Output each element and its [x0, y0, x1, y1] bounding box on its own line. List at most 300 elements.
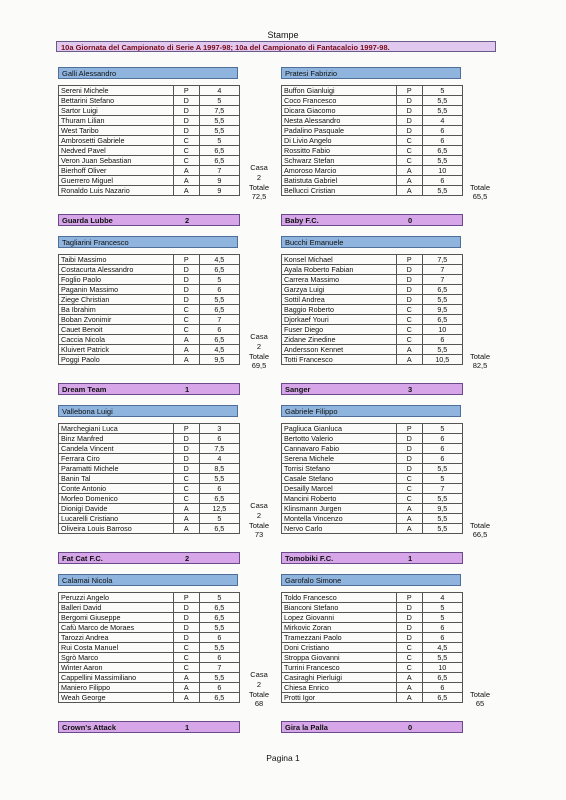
- player-score: 5,5: [199, 295, 239, 305]
- player-name: Conte Antonio: [59, 484, 174, 494]
- summary-line: Totale: [248, 351, 269, 361]
- player-score: 6,5: [199, 156, 239, 166]
- team-result-bar: [58, 721, 240, 733]
- player-row: [282, 335, 463, 345]
- player-role: A: [396, 345, 422, 355]
- player-score: 7: [422, 265, 462, 275]
- player-score: 5: [199, 136, 239, 146]
- player-role: C: [396, 484, 422, 494]
- player-row: [59, 166, 240, 176]
- player-score: 8,5: [199, 464, 239, 474]
- goals-scored: 1: [408, 554, 413, 563]
- player-role: C: [173, 305, 199, 315]
- player-score: 5,5: [422, 514, 462, 524]
- player-name: Balleri David: [59, 603, 174, 613]
- player-name: Ba Ibrahim: [59, 305, 174, 315]
- player-row: [59, 603, 240, 613]
- player-name: Ferrara Ciro: [59, 454, 174, 464]
- player-row: [59, 494, 240, 504]
- player-score: 5: [199, 514, 239, 524]
- summary-line: [460, 511, 500, 521]
- player-role: D: [173, 106, 199, 116]
- player-score: 7: [422, 275, 462, 285]
- team-owner-header: Bucchi Emanuele: [281, 236, 461, 248]
- team-owner-header: Garofalo Simone: [281, 574, 461, 586]
- player-name: Ronaldo Luis Nazario: [59, 186, 174, 196]
- player-role: D: [173, 126, 199, 136]
- player-role: C: [396, 325, 422, 335]
- player-name: Maniero Filippo: [59, 683, 174, 693]
- summary-line: Totale: [469, 520, 490, 530]
- player-role: C: [173, 474, 199, 484]
- player-role: P: [396, 424, 422, 434]
- player-role: A: [173, 524, 199, 534]
- summary-line: [460, 173, 500, 183]
- team-result-bar: [58, 383, 240, 395]
- player-name: Ayala Roberto Fabian: [282, 265, 397, 275]
- summary-line: [460, 163, 500, 173]
- player-name: Batistuta Gabriel: [282, 176, 397, 186]
- goals-scored: 3: [408, 385, 413, 394]
- summary-line: 65: [475, 699, 485, 709]
- player-name: Stroppa Giovanni: [282, 653, 397, 663]
- player-score: 9,5: [422, 504, 462, 514]
- player-score: 9,5: [422, 305, 462, 315]
- player-name: Bianconi Stefano: [282, 603, 397, 613]
- player-row: [59, 524, 240, 534]
- player-row: [59, 355, 240, 365]
- player-role: C: [173, 663, 199, 673]
- player-row: [282, 613, 463, 623]
- player-name: Boban Zvonimir: [59, 315, 174, 325]
- player-role: C: [173, 484, 199, 494]
- player-row: [282, 106, 463, 116]
- player-role: C: [173, 156, 199, 166]
- player-name: Dicara Giacomo: [282, 106, 397, 116]
- player-score: 6,5: [199, 494, 239, 504]
- player-score: 6,5: [199, 613, 239, 623]
- player-name: Montella Vincenzo: [282, 514, 397, 524]
- player-score: 4,5: [199, 255, 239, 265]
- roster-table: [58, 254, 240, 365]
- player-row: [282, 275, 463, 285]
- player-role: D: [396, 454, 422, 464]
- player-name: Cappellini Massimiliano: [59, 673, 174, 683]
- player-name: Sgrò Marco: [59, 653, 174, 663]
- player-row: [282, 504, 463, 514]
- club-name: Sanger: [285, 385, 311, 394]
- player-row: [59, 623, 240, 633]
- player-name: Konsel Michael: [282, 255, 397, 265]
- player-name: Tramezzani Paolo: [282, 633, 397, 643]
- goals-scored: 2: [185, 216, 190, 225]
- player-role: C: [173, 146, 199, 156]
- player-role: D: [173, 633, 199, 643]
- player-name: Torrisi Stefano: [282, 464, 397, 474]
- player-role: A: [173, 355, 199, 365]
- summary-line: Totale: [248, 520, 269, 530]
- summary-line: [460, 332, 500, 342]
- player-role: A: [173, 166, 199, 176]
- player-role: C: [173, 325, 199, 335]
- player-score: 4: [199, 454, 239, 464]
- player-role: D: [173, 464, 199, 474]
- summary-line: 68: [254, 699, 264, 709]
- player-score: 6: [199, 434, 239, 444]
- player-role: D: [173, 285, 199, 295]
- player-score: 5: [422, 424, 462, 434]
- player-score: 5: [199, 593, 239, 603]
- player-row: [59, 683, 240, 693]
- team-summary: [239, 501, 279, 540]
- roster-table: [58, 85, 240, 196]
- player-score: 6: [199, 325, 239, 335]
- player-role: D: [173, 434, 199, 444]
- player-score: 6: [199, 484, 239, 494]
- player-row: [59, 275, 240, 285]
- summary-line: Totale: [469, 351, 490, 361]
- player-row: [59, 673, 240, 683]
- player-name: Sartor Luigi: [59, 106, 174, 116]
- player-row: [59, 116, 240, 126]
- page-header: Stampe: [267, 30, 299, 40]
- player-row: [282, 693, 463, 703]
- summary-line: Casa: [250, 670, 268, 679]
- player-role: A: [173, 693, 199, 703]
- summary-line: Totale: [248, 182, 269, 192]
- player-role: A: [173, 504, 199, 514]
- summary-line: Totale: [469, 182, 490, 192]
- player-name: Zidane Zinedine: [282, 335, 397, 345]
- player-name: Serena Michele: [282, 454, 397, 464]
- player-role: C: [173, 494, 199, 504]
- goals-scored: 1: [185, 723, 190, 732]
- team-result-bar: [281, 721, 463, 733]
- player-row: [282, 673, 463, 683]
- player-name: Cafù Marco de Moraes: [59, 623, 174, 633]
- summary-line: [460, 670, 500, 680]
- player-score: 6: [422, 126, 462, 136]
- player-score: 5,5: [422, 464, 462, 474]
- player-role: P: [173, 86, 199, 96]
- player-role: P: [173, 255, 199, 265]
- player-row: [59, 146, 240, 156]
- player-row: [59, 345, 240, 355]
- player-row: [59, 653, 240, 663]
- player-score: 6: [422, 335, 462, 345]
- page-footer: Pagina 1: [266, 753, 300, 763]
- player-score: 5: [422, 86, 462, 96]
- team-summary: [239, 163, 279, 202]
- club-name: Guarda Lubbe: [62, 216, 113, 225]
- summary-line: [460, 342, 500, 352]
- player-name: Dionigi Davide: [59, 504, 174, 514]
- player-name: Coco Francesco: [282, 96, 397, 106]
- team-owner-header: Galli Alessandro: [58, 67, 238, 79]
- player-score: 7: [199, 663, 239, 673]
- player-score: 6,5: [199, 305, 239, 315]
- player-role: D: [173, 275, 199, 285]
- player-score: 10: [422, 166, 462, 176]
- club-name: Tomobiki F.C.: [285, 554, 334, 563]
- player-role: D: [173, 454, 199, 464]
- player-name: Baggio Roberto: [282, 305, 397, 315]
- player-row: [282, 136, 463, 146]
- player-name: Garzya Luigi: [282, 285, 397, 295]
- player-score: 10,5: [422, 355, 462, 365]
- player-score: 5,5: [199, 673, 239, 683]
- player-role: D: [173, 613, 199, 623]
- player-score: 5,5: [422, 96, 462, 106]
- player-name: Schwarz Stefan: [282, 156, 397, 166]
- player-score: 9: [199, 186, 239, 196]
- player-score: 12,5: [199, 504, 239, 514]
- player-row: [59, 434, 240, 444]
- player-row: [59, 454, 240, 464]
- player-score: 6,5: [199, 693, 239, 703]
- player-score: 6,5: [199, 524, 239, 534]
- player-row: [59, 693, 240, 703]
- player-row: [282, 663, 463, 673]
- round-banner: 10a Giornata del Campionato di Serie A 1997-98; 10a del Campionato di Fantacalcio 1997-98.: [56, 41, 496, 52]
- player-name: Kluivert Patrick: [59, 345, 174, 355]
- player-score: 5,5: [422, 494, 462, 504]
- player-row: [282, 603, 463, 613]
- player-score: 6: [422, 623, 462, 633]
- player-role: D: [396, 285, 422, 295]
- player-name: Buffon Gianluigi: [282, 86, 397, 96]
- player-score: 5,5: [422, 186, 462, 196]
- player-row: [282, 295, 463, 305]
- player-row: [282, 126, 463, 136]
- player-role: A: [396, 504, 422, 514]
- player-score: 10: [422, 325, 462, 335]
- player-role: D: [396, 126, 422, 136]
- player-row: [59, 96, 240, 106]
- player-role: D: [173, 623, 199, 633]
- team-result-bar: [58, 552, 240, 564]
- player-row: [282, 593, 463, 603]
- team-summary: [239, 670, 279, 709]
- player-score: 7,5: [199, 444, 239, 454]
- player-name: Casale Stefano: [282, 474, 397, 484]
- player-row: [59, 514, 240, 524]
- player-score: 4: [422, 116, 462, 126]
- player-score: 5,5: [199, 643, 239, 653]
- player-role: C: [173, 136, 199, 146]
- player-name: Pagliuca Gianluca: [282, 424, 397, 434]
- player-name: Andersson Kennet: [282, 345, 397, 355]
- player-row: [59, 255, 240, 265]
- player-row: [59, 186, 240, 196]
- team-summary: [460, 501, 500, 540]
- club-name: Gira la Palla: [285, 723, 328, 732]
- player-name: Poggi Paolo: [59, 355, 174, 365]
- player-role: C: [396, 643, 422, 653]
- player-score: 6: [422, 683, 462, 693]
- player-role: A: [173, 176, 199, 186]
- player-name: Chiesa Enrico: [282, 683, 397, 693]
- team-owner-header: Pratesi Fabrizio: [281, 67, 461, 79]
- summary-line: 2: [256, 679, 262, 689]
- player-role: A: [396, 524, 422, 534]
- team-owner-header: Tagliarini Francesco: [58, 236, 238, 248]
- player-name: Foglio Paolo: [59, 275, 174, 285]
- player-name: Mancini Roberto: [282, 494, 397, 504]
- player-role: P: [396, 255, 422, 265]
- player-row: [282, 146, 463, 156]
- player-role: A: [173, 335, 199, 345]
- player-row: [282, 464, 463, 474]
- player-name: Rui Costa Manuel: [59, 643, 174, 653]
- player-row: [59, 265, 240, 275]
- player-role: C: [396, 663, 422, 673]
- player-score: 5: [422, 613, 462, 623]
- player-score: 6,5: [199, 603, 239, 613]
- summary-line: 66,5: [472, 530, 488, 540]
- player-role: C: [396, 474, 422, 484]
- player-row: [59, 305, 240, 315]
- player-row: [282, 514, 463, 524]
- player-row: [59, 663, 240, 673]
- player-row: [59, 643, 240, 653]
- player-role: D: [396, 603, 422, 613]
- player-score: 5: [199, 275, 239, 285]
- player-role: D: [396, 265, 422, 275]
- player-row: [59, 285, 240, 295]
- player-score: 6: [199, 653, 239, 663]
- player-role: D: [396, 106, 422, 116]
- player-role: A: [173, 514, 199, 524]
- player-name: Nedved Pavel: [59, 146, 174, 156]
- club-name: Crown's Attack: [62, 723, 117, 732]
- summary-line: 2: [256, 172, 262, 182]
- team-summary: [239, 332, 279, 371]
- player-name: Lopez Giovanni: [282, 613, 397, 623]
- player-role: D: [396, 434, 422, 444]
- player-row: [59, 464, 240, 474]
- player-score: 4: [199, 86, 239, 96]
- player-score: 6: [422, 176, 462, 186]
- player-name: Bettarini Stefano: [59, 96, 174, 106]
- player-row: [59, 424, 240, 434]
- goals-scored: 1: [185, 385, 190, 394]
- player-name: Veron Juan Sebastian: [59, 156, 174, 166]
- player-score: 7,5: [422, 255, 462, 265]
- player-name: Amoroso Marcio: [282, 166, 397, 176]
- player-row: [59, 325, 240, 335]
- team-owner-header: Calamai Nicola: [58, 574, 238, 586]
- player-row: [282, 474, 463, 484]
- player-score: 4,5: [422, 643, 462, 653]
- player-row: [282, 484, 463, 494]
- player-role: A: [396, 176, 422, 186]
- player-name: West Taribo: [59, 126, 174, 136]
- player-row: [282, 524, 463, 534]
- player-role: A: [396, 166, 422, 176]
- player-name: Taibi Massimo: [59, 255, 174, 265]
- player-name: Totti Francesco: [282, 355, 397, 365]
- player-score: 7,5: [199, 106, 239, 116]
- player-role: D: [396, 96, 422, 106]
- player-row: [59, 106, 240, 116]
- player-score: 7: [199, 166, 239, 176]
- goals-scored: 0: [408, 723, 413, 732]
- summary-line: 65,5: [472, 192, 488, 202]
- team-summary: [460, 163, 500, 202]
- player-name: Nesta Alessandro: [282, 116, 397, 126]
- player-role: D: [173, 116, 199, 126]
- player-row: [282, 116, 463, 126]
- player-row: [282, 444, 463, 454]
- player-role: D: [173, 96, 199, 106]
- player-name: Lucarelli Cristiano: [59, 514, 174, 524]
- roster-table: [281, 592, 463, 703]
- player-name: Morfeo Domenico: [59, 494, 174, 504]
- player-role: C: [173, 653, 199, 663]
- summary-line: [460, 680, 500, 690]
- player-row: [59, 156, 240, 166]
- player-row: [59, 633, 240, 643]
- player-name: Banin Tal: [59, 474, 174, 484]
- player-row: [59, 593, 240, 603]
- player-name: Costacurta Alessandro: [59, 265, 174, 275]
- team-result-bar: [281, 552, 463, 564]
- player-row: [282, 305, 463, 315]
- player-score: 6,5: [422, 693, 462, 703]
- player-score: 6: [199, 633, 239, 643]
- player-role: A: [396, 186, 422, 196]
- player-role: D: [396, 295, 422, 305]
- club-name: Baby F.C.: [285, 216, 319, 225]
- player-row: [59, 613, 240, 623]
- player-row: [59, 335, 240, 345]
- player-name: Bierhoff Oliver: [59, 166, 174, 176]
- player-score: 6,5: [199, 335, 239, 345]
- player-name: Cannavaro Fabio: [282, 444, 397, 454]
- player-row: [59, 315, 240, 325]
- player-name: Djorkaef Youri: [282, 315, 397, 325]
- player-role: P: [173, 424, 199, 434]
- player-row: [282, 325, 463, 335]
- player-score: 6: [199, 683, 239, 693]
- player-row: [282, 285, 463, 295]
- player-name: Thuram Lilian: [59, 116, 174, 126]
- player-name: Fuser Diego: [282, 325, 397, 335]
- player-score: 5,5: [422, 524, 462, 534]
- player-name: Klinsmann Jurgen: [282, 504, 397, 514]
- player-role: D: [396, 623, 422, 633]
- player-score: 5,5: [199, 126, 239, 136]
- roster-table: [281, 254, 463, 365]
- roster-table: [281, 423, 463, 534]
- player-row: [282, 156, 463, 166]
- player-name: Sottil Andrea: [282, 295, 397, 305]
- player-role: D: [396, 444, 422, 454]
- team-summary: [460, 332, 500, 371]
- team-result-bar: [281, 214, 463, 226]
- player-name: Cauet Benoit: [59, 325, 174, 335]
- summary-line: Casa: [250, 163, 268, 172]
- player-role: C: [396, 146, 422, 156]
- player-row: [59, 136, 240, 146]
- player-role: A: [173, 683, 199, 693]
- player-row: [282, 265, 463, 275]
- player-row: [282, 653, 463, 663]
- player-name: Guerrero Miguel: [59, 176, 174, 186]
- summary-line: 2: [256, 510, 262, 520]
- player-row: [59, 126, 240, 136]
